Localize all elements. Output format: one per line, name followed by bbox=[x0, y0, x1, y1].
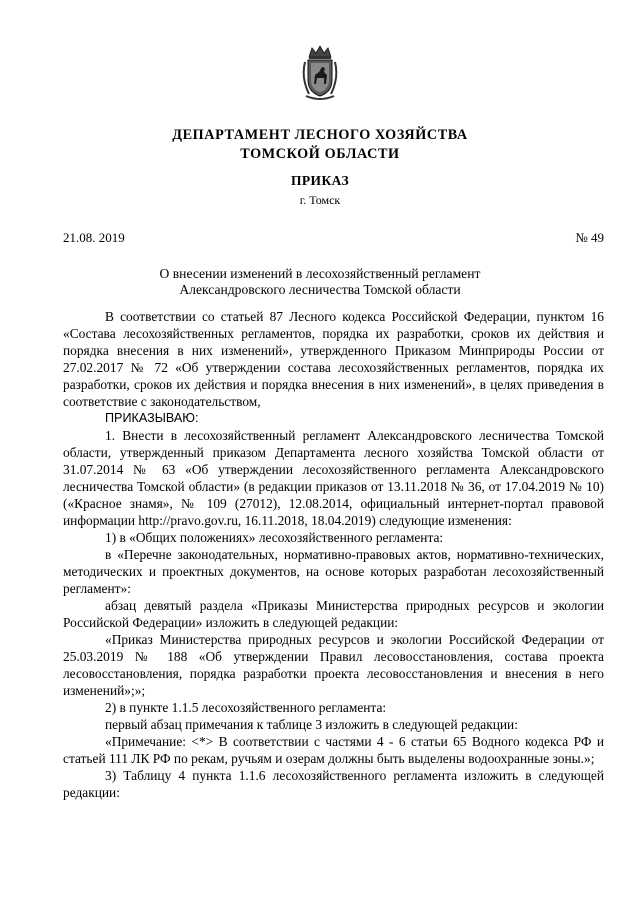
subject-line1: О внесении изменений в лесохозяйственный регламент bbox=[159, 266, 481, 281]
department-name-line1: ДЕПАРТАМЕНТ ЛЕСНОГО ХОЗЯЙСТВА bbox=[172, 127, 468, 143]
order-directive: ПРИКАЗЫВАЮ: bbox=[105, 411, 199, 425]
order-city: г. Томск bbox=[299, 193, 341, 207]
paragraph-list-reference: в «Перечне законодательных, нормативно-правовых актов, нормативно-технических, методических и проектных документов, на основе которых разработан лесохозяйственный регламент»: bbox=[63, 547, 604, 596]
paragraph-section-change: абзац девятый раздела «Приказы Министерства природных ресурсов и экологии Российской Федерации» изложить в следующей редакции: bbox=[63, 598, 604, 630]
coat-of-arms-icon bbox=[300, 44, 340, 102]
subject-line2: Александровского лесничества Томской области bbox=[179, 282, 461, 297]
order-body bbox=[63, 308, 604, 801]
order-title: ПРИКАЗ bbox=[291, 173, 349, 188]
paragraph-new-wording: «Приказ Министерства природных ресурсов и экологии Российской Федерации от 25.03.2019 № 188 «Об утверждении Правил лесовосстановления, состава проекта лесовосстановления, порядка разработки проекта лесовосстановления и внесения в него изменений»;»; bbox=[63, 632, 604, 698]
order-date: 21.08. 2019 bbox=[63, 230, 125, 245]
paragraph-note-change: первый абзац примечания к таблице 3 изложить в следующей редакции: bbox=[105, 717, 518, 732]
paragraph-note-text: «Примечание: <*> В соответствии с частями 4 - 6 статьи 65 Водного кодекса РФ и статьей 111 ЛК РФ по рекам, ручьям и озерам должны быть выделены водоохранные зоны.»; bbox=[63, 734, 604, 766]
paragraph-subitem-1: 1) в «Общих положениях» лесохозяйственного регламента: bbox=[105, 530, 444, 545]
paragraph-subitem-3: 3) Таблицу 4 пункта 1.1.6 лесохозяйственного регламента изложить в следующей редакции: bbox=[63, 768, 604, 800]
paragraph-subitem-2: 2) в пункте 1.1.5 лесохозяйственного регламента: bbox=[105, 700, 387, 715]
order-number: № 49 bbox=[575, 230, 604, 245]
paragraph-item-1: 1. Внести в лесохозяйственный регламент Александровского лесничества Томской области, утвержденный приказом Департамента лесного хозяйства Томской области от 31.07.2014 № 63 «Об утверждении лесохозяйственного регламента Александровского лесничества Томской области» (в редакции приказов от 13.11.2018 № 36, от 17.04.2019 № 10) («Красное знамя», № 109 (27012), 12.08.2014, официальный интернет-портал правовой информации http://pravo.gov.ru, 16.11.2018, 18.04.2019) следующие изменения: bbox=[63, 428, 604, 528]
department-name-line2: ТОМСКОЙ ОБЛАСТИ bbox=[240, 146, 400, 162]
preamble-paragraph: В соответствии со статьей 87 Лесного кодекса Российской Федерации, пунктом 16 «Состава лесохозяйственных регламентов, порядка их разработки, сроков их действия и порядка внесения в них изменений», утвержденного Приказом Минприроды России от 27.02.2017 № 72 «Об утверждении состава лесохозяйственных регламентов, порядка их разработки, сроков их действия и порядка внесения в них изменений», в целях приведения в соответствие с законодательством, bbox=[63, 309, 604, 409]
order-subject bbox=[0, 266, 640, 298]
